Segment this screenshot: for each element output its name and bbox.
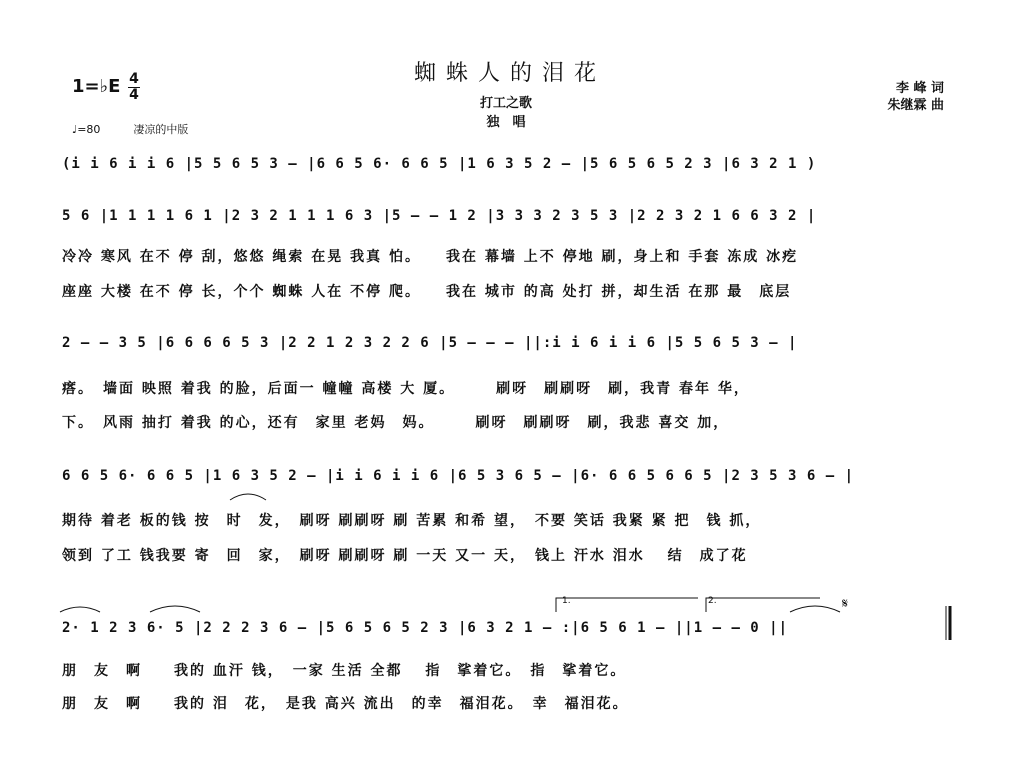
volta-1-label: 1. <box>562 596 571 606</box>
lyricist: 李 峰 词 <box>895 81 944 96</box>
volta-2-label: 2. <box>708 596 717 606</box>
system-5-notes: 2· 1 2 3 6· 5 |2 2 2 3 6 – |5 6 5 6 5 2 3 |6 3 2 1 – :|6 5 6 1 – ||1 – – 0 || <box>62 620 789 636</box>
subtitle-line-1: 打工之歌 <box>480 96 533 111</box>
system-5-lyrics-verse-1: 朋 友 啊 我的 血汗 钱， 一家 生活 全都 指 挲着它。 指 挲着它。 <box>62 663 627 679</box>
time-signature-top: 4 <box>129 71 139 87</box>
system-4-lyrics-verse-2: 领到 了工 钱我要 寄 回 家， 刷呀 刷刷呀 刷 一天 又一 天， 钱上 汗水 泪水 结 成了花 <box>62 548 748 564</box>
slur <box>150 606 200 612</box>
system-3-notes: 2 – – 3 5 |6 6 6 6 5 3 |2 2 1 2 3 2 2 6 |5 – – – ||:i i 6 i i 6 |5 5 6 5 3 – | <box>62 335 798 351</box>
system-5-lyrics-verse-2: 朋 友 啊 我的 泪 花， 是我 高兴 流出 的幸 福泪花。 幸 福泪花。 <box>62 696 629 712</box>
volta-2-bracket <box>706 598 820 612</box>
subtitle-line-2: 独 唱 <box>486 115 526 130</box>
system-4-lyrics-verse-1: 期待 着老 板的钱 按 时 发， 刷呀 刷刷呀 刷 苦累 和希 望， 不要 笑话 我紧 紧 把 钱 抓， <box>62 513 762 529</box>
system-3-lyrics-verse-2: 下。 风雨 抽打 着我 的心，还有 家里 老妈 妈。 刷呀 刷刷呀 刷，我悲 喜交 加， <box>62 415 730 431</box>
slur <box>790 606 840 612</box>
expression-marking: 凄凉的中版 <box>133 123 189 136</box>
slur <box>230 494 266 500</box>
system-4-notes: 6 6 5 6· 6 6 5 |1 6 3 5 2 – |i i 6 i i 6 |6 5 3 6 5 – |6· 6 6 5 6 6 5 |2 3 5 3 6 – | <box>62 468 855 484</box>
segno-sign: 𝄋 <box>842 596 849 612</box>
song-title: 蜘蛛人的泪花 <box>414 61 607 86</box>
composer: 朱继霖 曲 <box>887 98 944 113</box>
key-signature: 1=♭E <box>72 76 121 97</box>
slur <box>60 607 100 612</box>
system-2-lyrics-verse-2: 座座 大楼 在不 停 长，个个 蜘蛛 人在 不停 爬。 我在 城市 的高 处打 拼，却生活 在那 最 底层 <box>62 284 792 300</box>
system-1-notes: (i i 6 i i 6 |5 5 6 5 3 – |6 6 5 6· 6 6 5 |1 6 3 5 2 – |5 6 5 6 5 2 3 |6 3 2 1 ) <box>62 156 817 172</box>
time-signature-bottom: 4 <box>129 87 139 103</box>
system-2-lyrics-verse-1: 冷冷 寒风 在不 停 刮，悠悠 绳索 在晃 我真 怕。 我在 幕墙 上不 停地 刷，身上和 手套 冻成 冰疙 <box>62 249 799 265</box>
system-3-lyrics-verse-1: 瘩。 墙面 映照 着我 的脸，后面一 幢幢 高楼 大 厦。 刷呀 刷刷呀 刷，我青 春年 华， <box>62 381 750 397</box>
volta-1-bracket <box>556 598 698 612</box>
tempo-value: ♩=80 <box>72 123 101 136</box>
system-2-notes: 5 6 |1 1 1 1 6 1 |2 3 2 1 1 1 6 3 |5 – – 1 2 |3 3 3 2 3 5 3 |2 2 3 2 1 6 6 3 2 | <box>62 208 817 224</box>
